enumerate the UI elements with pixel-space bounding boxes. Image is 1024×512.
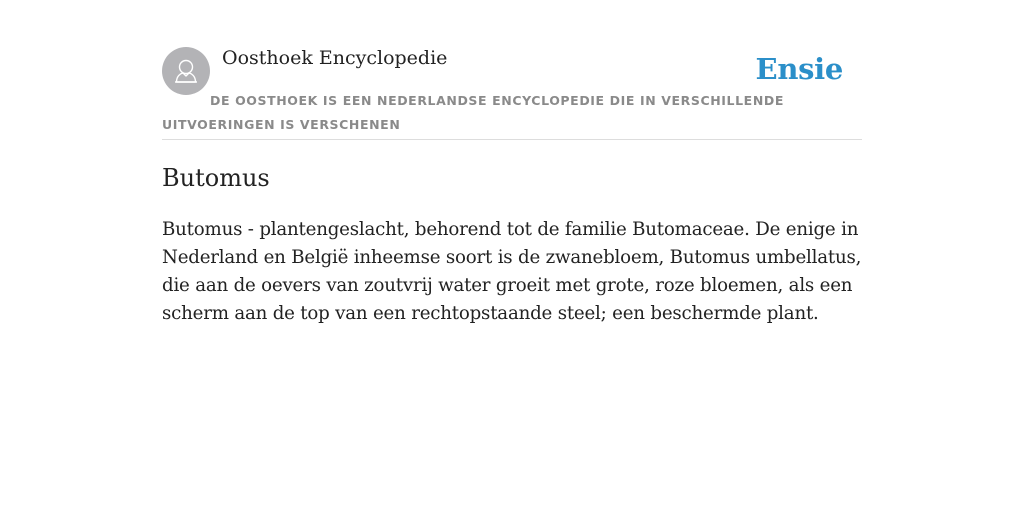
article-title: Butomus xyxy=(162,164,270,192)
page-container xyxy=(162,0,862,512)
author-name-link[interactable]: Oosthoek Encyclopedie xyxy=(222,47,448,69)
user-icon xyxy=(162,47,210,95)
avatar[interactable] xyxy=(162,47,210,95)
article-body: Butomus - plantengeslacht, behorend tot de familie Butomaceae. De enige in Nederland en België inheemse soort is de zwanebloem, Butomus umbellatus, die aan de oevers van zoutvrij water groeit met grote, roze bloemen, als een scherm aan de top van een rechtopstaande steel; een beschermde plant. xyxy=(162,219,862,324)
header-divider xyxy=(162,139,862,140)
author-tagline: DE OOSTHOEK IS EEN NEDERLANDSE ENCYCLOPEDIE DIE IN VERSCHILLENDE UITVOERINGEN IS VERSCHENEN xyxy=(162,93,784,132)
brand-logo[interactable]: Ensie xyxy=(755,52,843,86)
